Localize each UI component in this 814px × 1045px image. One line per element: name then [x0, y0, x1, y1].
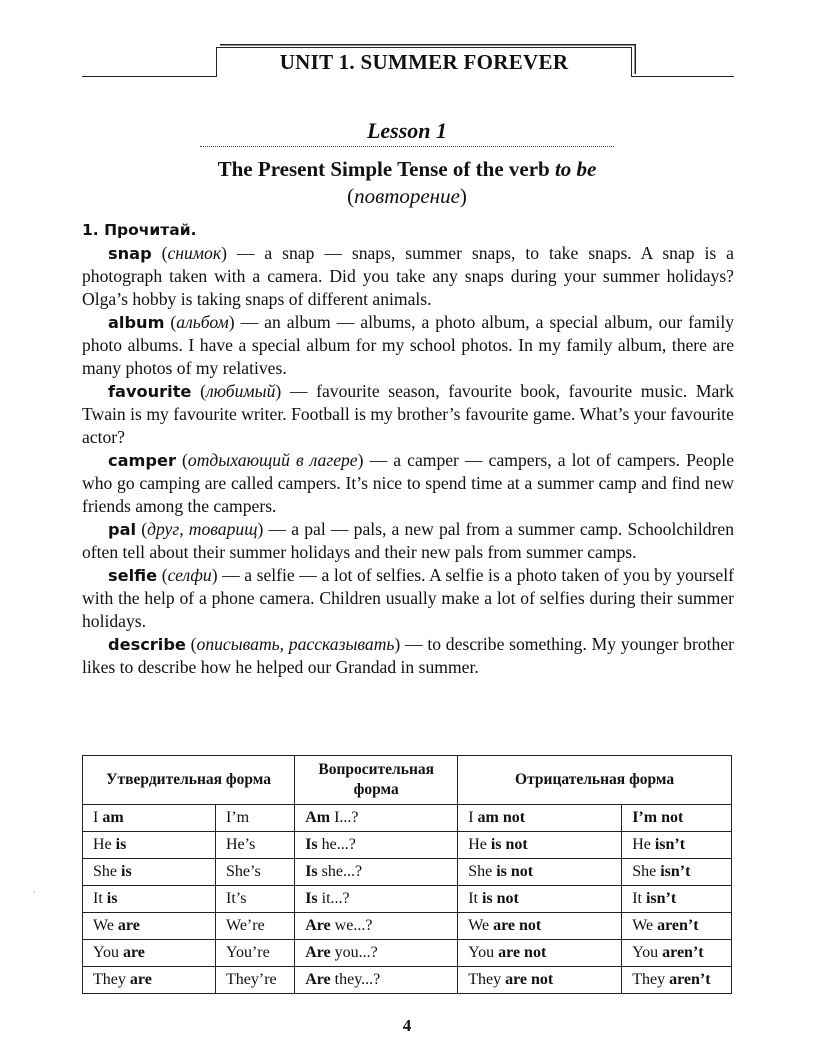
- cell-neg-short-part: They: [632, 971, 670, 988]
- page-number: 4: [402, 1016, 412, 1035]
- cell-question-verb: I...?: [330, 809, 359, 826]
- cell-question-part: Is: [305, 890, 318, 907]
- cell-aff-short: [216, 967, 295, 994]
- vocab-text: a pal — pals, a new pal from a summer camp. Schoolchildren often tell about their summer holidays and their new pals from summer camps.: [82, 519, 734, 562]
- print-speck: ˏ: [33, 884, 36, 893]
- vocab-gloss: альбом: [176, 312, 229, 332]
- vocab-entry: camper (отдыхающий в лагере) — a camper — campers, a lot of campers. People who go camping are called campers. It’s nice to spend time at a summer camp and find new friends among the campers.: [82, 450, 735, 516]
- cell-aff-full-verb: are: [117, 917, 140, 934]
- lesson-title: Lesson 1: [366, 118, 448, 143]
- cell-neg-short-verb: isn’t: [645, 890, 677, 907]
- cell-neg-short-verb: isn’t: [660, 863, 691, 880]
- cell-neg-full-part: They: [468, 971, 506, 988]
- vocab-text: an album — albums, a photo album, a special album, our family photo albums. I have a special album for my school photos. In my family album, there are many photos of my relatives.: [82, 312, 735, 378]
- cell-aff-short-part: You’re: [226, 944, 270, 961]
- cell-neg-short: [622, 967, 732, 994]
- cell-neg-full-verb: is not: [481, 890, 519, 907]
- cell-neg-full-verb: are not: [505, 971, 554, 988]
- cell-aff-full-part: I: [93, 809, 103, 826]
- table-row: [83, 940, 732, 967]
- table-row: [83, 913, 732, 940]
- cell-aff-full-part: They: [93, 971, 130, 988]
- cell-neg-short: [622, 859, 732, 886]
- cell-aff-full-part: We: [93, 917, 118, 934]
- table-row: [83, 832, 732, 859]
- cell-aff-full-verb: are: [122, 944, 145, 961]
- cell-aff-full-verb: is: [106, 890, 118, 907]
- cell-aff-short: [216, 940, 295, 967]
- cell-neg-short-part: She: [632, 863, 661, 880]
- cell-aff-short: [216, 832, 295, 859]
- cell-neg-full: [458, 940, 622, 967]
- dotted-divider: [200, 146, 614, 147]
- cell-question-part: Is: [305, 863, 318, 880]
- cell-aff-short: [216, 886, 295, 913]
- vocab-entry: favourite (любимый) — favourite season, favourite book, favourite music. Mark Twain is my favourite writer. Football is my brother’s favourite game. What’s your favourite actor?: [82, 381, 734, 447]
- cell-neg-full: [458, 859, 622, 886]
- vocab-text: favourite season, favourite book, favourite music. Mark Twain is my favourite writer. Football is my brother’s favourite game. What’s your favourite actor?: [82, 381, 734, 447]
- cell-question-verb: she...?: [317, 863, 363, 880]
- cell-aff-short-part: It’s: [226, 890, 247, 907]
- cell-neg-full-verb: is not: [490, 836, 528, 853]
- vocab-gloss: снимок: [167, 243, 222, 263]
- vocab-word: camper: [108, 451, 176, 470]
- topic-note: (повторение): [347, 184, 467, 208]
- vocab-word: pal: [108, 520, 137, 539]
- table-row: [83, 967, 732, 994]
- cell-aff-full-part: He: [93, 836, 116, 853]
- cell-neg-full-verb: are not: [498, 944, 547, 961]
- table-row: [83, 859, 732, 886]
- cell-neg-full: [458, 886, 622, 913]
- cell-aff-short: [216, 859, 295, 886]
- cell-aff-full-verb: are: [129, 971, 152, 988]
- topic-verb: to be: [554, 157, 597, 181]
- cell-aff-full: [83, 913, 216, 940]
- cell-neg-short: [622, 832, 732, 859]
- cell-neg-short-part: I’m not: [632, 809, 684, 826]
- cell-aff-short: [216, 913, 295, 940]
- vocab-word: snap: [108, 244, 152, 263]
- cell-question: [295, 913, 458, 940]
- cell-aff-short-part: She’s: [226, 863, 261, 880]
- vocab-text: to describe something. My younger brother likes to describe how he helped our Grandad in summer.: [82, 634, 734, 677]
- cell-neg-full-part: You: [468, 944, 499, 961]
- cell-neg-short-verb: isn’t: [654, 836, 686, 853]
- unit-title: [216, 47, 632, 77]
- cell-question: [295, 805, 458, 832]
- cell-aff-full: [83, 832, 216, 859]
- cell-aff-short-part: He’s: [226, 836, 256, 853]
- cell-neg-short: [622, 805, 732, 832]
- topic-title-text: The Present Simple Tense of the verb: [217, 157, 550, 181]
- cell-question: [295, 886, 458, 913]
- vocab-gloss: отдыхающий в лагере: [187, 450, 358, 470]
- cell-neg-full-verb: is not: [496, 863, 534, 880]
- cell-question-verb: he...?: [317, 836, 356, 853]
- vocab-text: a camper — campers, a lot of campers. People who go camping are called campers. It’s nice to spend time at a summer camp and find new friends among the campers.: [82, 450, 735, 516]
- vocab-entry: selfie (селфи) — a selfie — a lot of selfies. A selfie is a photo taken of you by yourself with the help of a phone camera. Children usually make a lot of selfies during their summer holidays.: [82, 565, 734, 631]
- vocabulary-section: [82, 219, 734, 679]
- cell-neg-short-part: You: [632, 944, 663, 961]
- cell-aff-full-part: It: [93, 890, 107, 907]
- table-body: [83, 805, 732, 994]
- cell-aff-short-part: We’re: [226, 917, 265, 934]
- task-label: 1. Прочитай.: [82, 221, 197, 239]
- vocab-entry: album (альбом) — an album — albums, a photo album, a special album, our family photo albums. I have a special album for my school photos. In my family album, there are many photos of my relatives.: [82, 312, 735, 378]
- cell-aff-full-verb: am: [102, 809, 124, 826]
- cell-neg-full: [458, 967, 622, 994]
- cell-question-verb: we...?: [330, 917, 373, 934]
- cell-neg-full: [458, 913, 622, 940]
- vocabulary-list: [82, 242, 734, 679]
- cell-neg-full-part: It: [468, 890, 482, 907]
- cell-neg-full-part: She: [468, 863, 497, 880]
- vocab-gloss: друг, товарищ: [147, 519, 258, 539]
- cell-neg-full-part: He: [468, 836, 491, 853]
- vocab-gloss: описывать, рассказывать: [196, 634, 395, 654]
- verb-forms-table: [82, 755, 732, 994]
- cell-question-part: Am: [305, 809, 331, 826]
- cell-neg-full-part: I: [468, 809, 478, 826]
- cell-question: [295, 940, 458, 967]
- cell-neg-full-verb: are not: [493, 917, 542, 934]
- cell-neg-full-part: We: [468, 917, 494, 934]
- vocab-text: a snap — snaps, summer snaps, to take snaps. A snap is a photograph taken with a camera. Did you take any snaps during your summer holidays? Olga’s hobby is taking snaps of different animals.: [82, 243, 734, 309]
- cell-question-part: Is: [305, 836, 318, 853]
- topic-title: [0, 157, 814, 182]
- cell-neg-full: [458, 805, 622, 832]
- table-header-row: [83, 756, 732, 805]
- cell-question-verb: they...?: [330, 971, 381, 988]
- header-interrogative: Вопросительная форма: [295, 756, 458, 805]
- cell-aff-full: [83, 940, 216, 967]
- vocab-word: album: [108, 313, 165, 332]
- cell-neg-short: [622, 940, 732, 967]
- cell-aff-short-part: They’re: [226, 971, 277, 988]
- table-row: [83, 886, 732, 913]
- cell-neg-short-part: We: [632, 917, 658, 934]
- header-negative: Отрицательная форма: [458, 756, 732, 805]
- cell-neg-short-verb: aren’t: [657, 917, 699, 934]
- cell-question-part: Are: [305, 971, 331, 988]
- cell-aff-full-verb: is: [121, 863, 132, 880]
- cell-neg-full-verb: am not: [477, 809, 526, 826]
- vocab-text: a selfie — a lot of selfies. A selfie is a photo taken of you by yourself with the help of a phone camera. Children usually make a lot of selfies during their summer holidays.: [82, 565, 734, 631]
- cell-question: [295, 832, 458, 859]
- cell-aff-full-part: She: [93, 863, 121, 880]
- vocab-word: favourite: [108, 382, 192, 401]
- cell-question-verb: you...?: [330, 944, 378, 961]
- cell-aff-full: [83, 886, 216, 913]
- cell-aff-full-verb: is: [115, 836, 127, 853]
- cell-neg-short-verb: aren’t: [662, 944, 704, 961]
- vocab-entry: describe (описывать, рассказывать) — to describe something. My younger brother likes to describe how he helped our Grandad in summer.: [82, 634, 734, 677]
- vocab-gloss: селфи: [167, 565, 212, 585]
- vocab-word: selfie: [108, 566, 158, 585]
- cell-question-part: Are: [305, 917, 331, 934]
- cell-aff-full-part: You: [93, 944, 123, 961]
- cell-question: [295, 859, 458, 886]
- vocab-gloss: любимый: [205, 381, 276, 401]
- header-affirmative: Утвердительная форма: [83, 756, 295, 805]
- vocab-entry: pal (друг, товарищ) — a pal — pals, a new pal from a summer camp. Schoolchildren often tell about their summer holidays and their new pals from summer camps.: [82, 519, 734, 562]
- cell-aff-full: [83, 859, 216, 886]
- cell-neg-short: [622, 886, 732, 913]
- cell-aff-full: [83, 805, 216, 832]
- unit-title-text: UNIT 1. SUMMER FOREVER: [279, 50, 569, 74]
- cell-neg-short-part: It: [632, 890, 646, 907]
- cell-neg-short-verb: aren’t: [669, 971, 711, 988]
- cell-neg-short: [622, 913, 732, 940]
- cell-question-verb: it...?: [317, 890, 350, 907]
- topic-note-text: повторение: [354, 184, 460, 208]
- cell-question-part: Are: [305, 944, 331, 961]
- vocab-word: describe: [108, 635, 186, 654]
- cell-question: [295, 967, 458, 994]
- cell-aff-short-part: I’m: [226, 809, 250, 826]
- cell-neg-short-part: He: [632, 836, 655, 853]
- vocab-entry: snap (снимок) — a snap — snaps, summer snaps, to take snaps. A snap is a photograph taken with a camera. Did you take any snaps during your summer holidays? Olga’s hobby is taking snaps of different animals.: [82, 243, 734, 309]
- cell-neg-full: [458, 832, 622, 859]
- table-row: [83, 805, 732, 832]
- cell-aff-full: [83, 967, 216, 994]
- cell-aff-short: [216, 805, 295, 832]
